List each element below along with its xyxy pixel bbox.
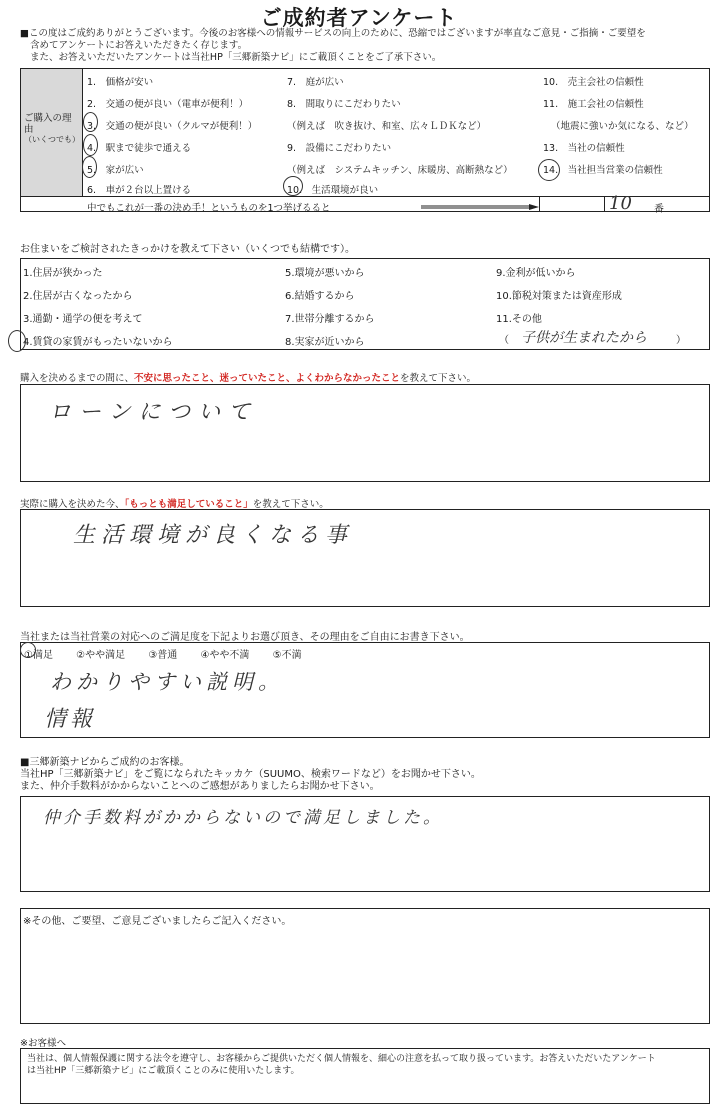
satisfied-answer-box bbox=[20, 509, 710, 607]
trigger-item: 9.金利が低いから bbox=[496, 268, 576, 279]
satisfaction-answer-line-1: わかりやすい説明。 bbox=[50, 670, 284, 694]
reason-item: 3. 交通の便が良い（クルマが便利！） bbox=[87, 121, 258, 132]
reason-item: （地震に強いか気になる、など） bbox=[551, 121, 694, 132]
privacy-line-1: 当社は、個人情報保護に関する法令を遵守し、お客様からご提供いただく個人情報を、細心の注意を払って取り扱っています。お答えいただいたアンケート bbox=[27, 1054, 656, 1064]
satisfaction-options bbox=[24, 646, 322, 661]
trigger-item: 11.その他 bbox=[496, 314, 542, 325]
selection-circle-icon bbox=[538, 159, 560, 181]
selection-circle-icon bbox=[8, 330, 26, 352]
intro-line-1: ■この度はご成約ありがとうございます。今後のお客様への情報サービスの向上のために、恐縮ではございますが率直なご意見・ご指摘・ご要望を bbox=[20, 28, 646, 39]
trigger-item: 4.賃貸の家賃がもったいないから bbox=[23, 337, 173, 348]
worries-answer: ローンについて bbox=[49, 400, 259, 425]
reason-item: 13. 当社の信頼性 bbox=[543, 143, 625, 154]
reason-item: 1. 価格が安い bbox=[87, 77, 154, 88]
worries-heading-highlight: 不安に思ったこと、迷っていたこと、よくわからなかったこと bbox=[134, 373, 401, 384]
worries-heading-pre: 購入を決めるまでの間に、 bbox=[20, 373, 135, 384]
trigger-other-close: ） bbox=[676, 335, 686, 346]
navi-heading-2: 当社HP「三郷新築ナビ」をご覧になられたキッカケ（SUUMO、検索ワードなど）をお聞かせ下さい。 bbox=[20, 769, 481, 780]
trigger-item: 5.環境が悪いから bbox=[285, 268, 365, 279]
intro-line-3: また、お答えいただいたアンケートは当社HP「三郷新築ナビ」にご載頂くことをご了承下さい。 bbox=[30, 52, 442, 63]
divider bbox=[21, 196, 709, 197]
worries-heading bbox=[20, 370, 476, 384]
purchase-reason-label bbox=[21, 69, 83, 197]
privacy-heading: ※お客様へ bbox=[20, 1038, 66, 1049]
reason-item: 2. 交通の便が良い（電車が便利！） bbox=[87, 99, 249, 110]
navi-heading-3: また、仲介手数料がかからないことへのご感想がありましたらお聞かせ下さい。 bbox=[20, 781, 380, 792]
best-reason-prompt: 中でもこれが一番の決め手！というものを1つ挙げるると bbox=[87, 203, 331, 214]
navi-heading-1: ■三郷新築ナビからご成約のお客様。 bbox=[20, 757, 190, 768]
trigger-item: 8.実家が近いから bbox=[285, 337, 365, 348]
satisfaction-option: ④やや不満 bbox=[200, 650, 250, 661]
purchase-reason-label-sub: （いくつでも） bbox=[24, 135, 80, 144]
trigger-item: 7.世帯分離するから bbox=[285, 314, 375, 325]
reason-item: 4. 駅まで徒歩で通える bbox=[87, 143, 192, 154]
worries-heading-post: を教えて下さい。 bbox=[400, 373, 477, 384]
trigger-item: 10.節税対策または資産形成 bbox=[496, 291, 622, 302]
best-reason-answer: 10 bbox=[609, 193, 632, 214]
divider bbox=[539, 196, 540, 212]
other-answer-box bbox=[20, 908, 710, 1024]
reason-item: （例えば 吹き抜け、和室、広々ＬＤＫなど） bbox=[287, 121, 487, 132]
reason-item: 14. 当社担当営業の信頼性 bbox=[543, 165, 663, 176]
navi-heading bbox=[20, 757, 481, 793]
satisfied-heading-highlight: 「もっとも満足していること」 bbox=[124, 499, 253, 510]
reason-item: 10. 生活環境が良い bbox=[287, 185, 379, 196]
satisfied-answer: 生活環境が良くなる事 bbox=[73, 523, 354, 548]
satisfied-heading-post: を教えて下さい。 bbox=[252, 499, 329, 510]
reason-item: 11. 施工会社の信頼性 bbox=[543, 99, 644, 110]
reason-item: （例えば システムキッチン、床暖房、高断熱など） bbox=[287, 165, 513, 176]
trigger-table bbox=[20, 258, 710, 350]
satisfaction-option: ②やや満足 bbox=[76, 650, 126, 661]
purchase-reason-table bbox=[20, 68, 710, 215]
trigger-item: 6.結婚するから bbox=[285, 291, 355, 302]
satisfied-heading-pre: 実際に購入を決めた今、 bbox=[20, 499, 125, 510]
trigger-other-answer: 子供が生まれたから bbox=[521, 330, 647, 346]
privacy-notice bbox=[20, 1048, 710, 1104]
satisfaction-option: ①満足 bbox=[24, 650, 53, 661]
trigger-item: 1.住居が狭かった bbox=[23, 268, 103, 279]
other-heading: ※その他、ご要望、ご意見ございましたらご記入ください。 bbox=[23, 916, 292, 927]
trigger-item: 3.通勤・通学の便を考えて bbox=[23, 314, 143, 325]
satisfaction-answer-line-2: 情報 bbox=[44, 707, 97, 732]
selection-circle-icon bbox=[83, 134, 98, 156]
satisfaction-heading: 当社または当社営業の対応へのご満足度を下記よりお選び頂き、その理由をご自由にお書き下さい。 bbox=[20, 632, 470, 643]
navi-answer: 仲介手数料がかからないので満足しました。 bbox=[43, 808, 443, 828]
best-reason-suffix: 番 bbox=[654, 204, 664, 215]
privacy-line-2: は当社HP「三郷新築ナビ」にご載頂くことのみに使用いたします。 bbox=[27, 1066, 300, 1076]
reason-item: 6. 車が２台以上置ける bbox=[87, 185, 192, 196]
page-title: ご成約者アンケート bbox=[260, 6, 458, 30]
trigger-other-open: （ bbox=[499, 335, 509, 346]
intro-line-2: 含めてアンケートにお答えいただきたく存じます。 bbox=[30, 40, 248, 51]
reason-item: 8. 間取りにこだわりたい bbox=[287, 99, 401, 110]
reason-item: 9. 設備にこだわりたい bbox=[287, 143, 392, 154]
trigger-item: 2.住居が古くなったから bbox=[23, 291, 133, 302]
satisfaction-option: ③普通 bbox=[148, 650, 178, 661]
selection-circle-icon bbox=[283, 176, 303, 196]
trigger-heading: お住まいをご検討されたきっかけを教えて下さい（いくつでも結構です）。 bbox=[20, 244, 355, 255]
satisfaction-option: ⑤不満 bbox=[272, 650, 302, 661]
reason-item: 7. 庭が広い bbox=[287, 77, 344, 88]
selection-circle-icon bbox=[83, 112, 98, 132]
purchase-reason-label-main: ご購入の理由 bbox=[24, 113, 72, 135]
worries-answer-box bbox=[20, 384, 710, 482]
selection-circle-icon bbox=[20, 642, 36, 658]
satisfied-heading bbox=[20, 496, 329, 510]
reason-item: 5. 家が広い bbox=[87, 165, 144, 176]
navi-answer-box bbox=[20, 796, 710, 892]
divider bbox=[604, 196, 605, 212]
intro-text bbox=[20, 28, 710, 64]
selection-circle-icon bbox=[82, 156, 97, 178]
arrow-right-icon bbox=[421, 204, 539, 210]
reason-item: 10. 売主会社の信頼性 bbox=[543, 77, 644, 88]
